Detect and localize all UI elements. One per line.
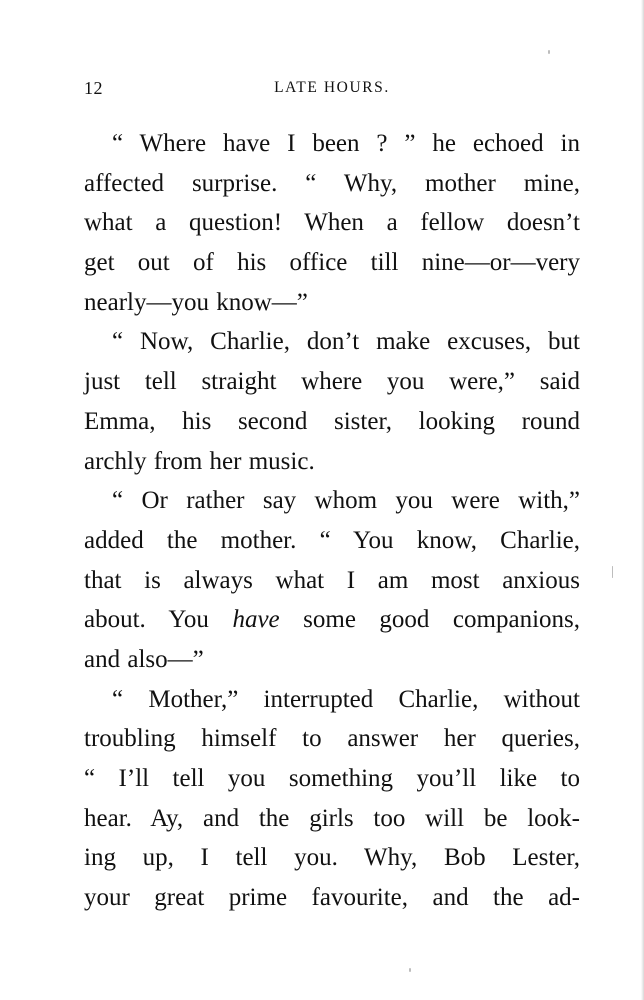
text-line: what a question! When a fellow doesn’t [84, 209, 580, 237]
text-line: get out of his office till nine—or—very [84, 249, 580, 277]
text-line: just tell straight where you were,” said [84, 368, 580, 396]
italic-emphasis: have [232, 606, 280, 634]
text-line: Emma, his second sister, looking round [84, 407, 580, 435]
text-line: ing up, I tell you. Why, Bob Lester, [84, 844, 580, 872]
text-line: your great prime favourite, and the ad- [84, 884, 580, 912]
text-line [84, 600, 580, 640]
text-line: “ I’ll tell you something you’ll like to [84, 765, 580, 792]
running-head-title: LATE HOURS. [274, 79, 390, 96]
page-number: 12 [84, 78, 103, 98]
text-line: “ Mother,” interrupted Charlie, without [112, 685, 580, 713]
text-line: archly from her music. [84, 447, 315, 475]
text-line: nearly—you know—” [84, 288, 308, 316]
text-line: added the mother. “ You know, Charlie, [84, 526, 580, 554]
text-line: “ Now, Charlie, don’t make excuses, but [112, 328, 580, 356]
body-text [84, 124, 580, 918]
text-line-segment: about. You [84, 606, 233, 634]
text-line: hear. Ay, and the girls too will be look- [84, 804, 580, 832]
text-line: and also—” [84, 645, 204, 673]
text-line: troubling himself to answer her queries, [84, 725, 580, 753]
paper-speck [548, 50, 550, 54]
paper-speck [612, 566, 613, 578]
paper-speck [409, 968, 411, 972]
text-line-segment: some good companions, [279, 606, 580, 634]
text-line: that is always what I am most anxious [84, 566, 580, 594]
text-line: “ Where have I been ? ” he echoed in [112, 130, 580, 157]
text-line: affected surprise. “ Why, mother mine, [84, 169, 580, 197]
text-line: “ Or rather say whom you were with,” [112, 487, 580, 515]
running-head [84, 78, 580, 102]
